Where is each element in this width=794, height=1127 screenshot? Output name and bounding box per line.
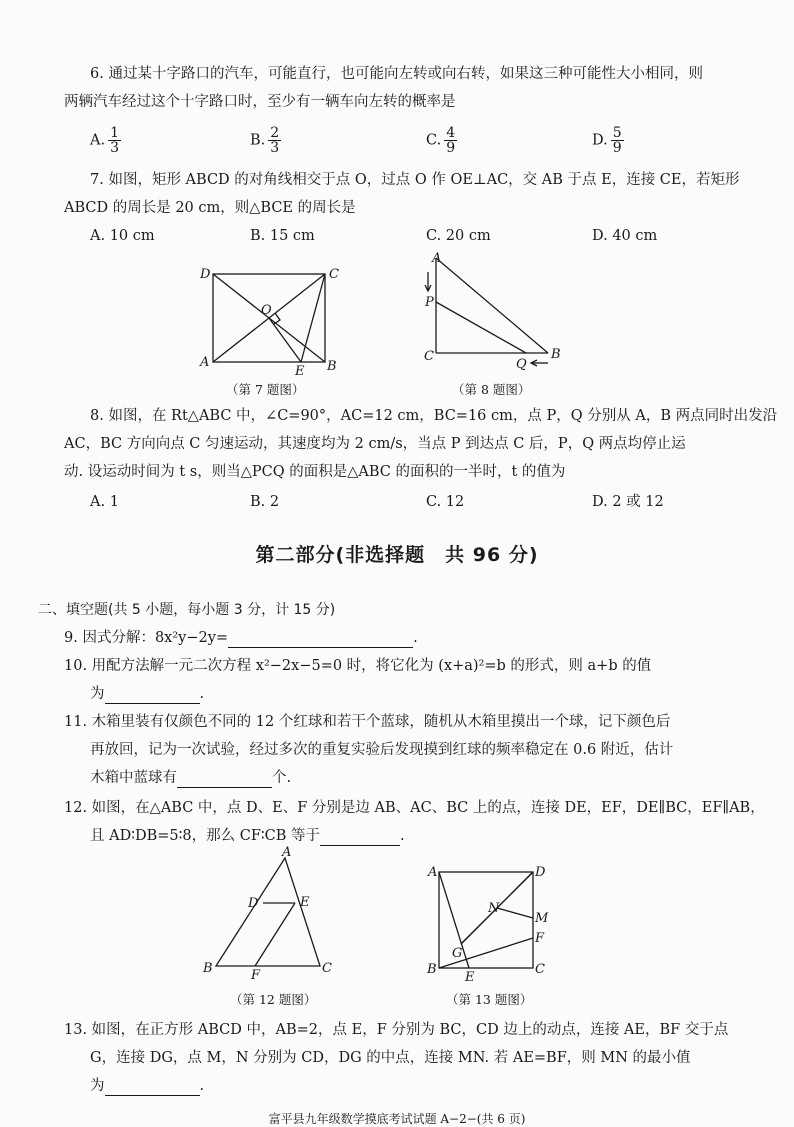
q8-stem-line2: AC，BC 方向向点 C 匀速运动，其速度均为 2 cm/s，当点 P 到达点 C 后，P，Q 两点均停止运 [64,436,686,452]
fig12-label-a: A [282,845,292,860]
fig8-side-ab [436,258,548,353]
q8-option-d: D. 2 或 12 [592,494,664,510]
fig13-label-n: N [488,901,500,916]
q13-stem-line2: G，连接 DG，点 M，N 分别为 CD，DG 的中点，连接 MN. 若 AE=BF，则 MN 的最小值 [90,1050,691,1066]
q12-stem-line2: 且 AD∶DB=5∶8，那么 CF∶CB 等于 . [90,828,405,844]
fig7-caption: （第 7 题图） [226,382,305,397]
fig12-label-f: F [251,968,261,983]
fig8-segment-pq [436,302,526,353]
fig13-segment-mn [497,908,533,918]
page-footer: 富平县九年级数学摸底考试试题 A−2−(共 6 页) [268,1112,526,1126]
q8-option-c: C. 12 [426,494,465,510]
q10-answer-blank[interactable] [105,687,200,704]
q7-option-b: B. 15 cm [250,228,315,244]
part2-title: 第二部分(非选择题 共 96 分) [255,544,539,566]
fig7-segment-ce [301,274,325,362]
q8-stem-line3: 动. 设运动时间为 t s，则当△PCQ 的面积是△ABC 的面积的一半时，t 的值为 [64,464,566,480]
q12-answer-blank[interactable] [320,829,400,846]
fig13-label-b: B [427,962,437,977]
q7-option-c: C. 20 cm [426,228,491,244]
fig7-label-d: D [200,267,211,282]
q8-stem-line1: 8. 如图，在 Rt△ABC 中，∠C=90°，AC=12 cm，BC=16 cm，点 P，Q 分别从 A，B 两点同时出发沿 [90,408,778,424]
q10-stem-line2: 为 . [90,686,205,702]
q7-option-d: D. 40 cm [592,228,658,244]
fig8-label-a: A [432,251,442,266]
fig8-label-b: B [551,347,561,362]
fig13-label-g: G [452,946,463,961]
fig12-segment-ef [255,903,295,966]
fig12-triangle-abc [216,858,320,966]
q6-option-d: D. $\frac{5}{9}$ [592,125,622,156]
q12-stem-line1: 12. 如图，在△ABC 中，点 D、E、F 分别是边 AB、AC、BC 上的点，连接 DE，EF，DE∥BC，EF∥AB， [64,800,765,816]
q13-answer-blank[interactable] [105,1079,200,1096]
q13-stem-line1: 13. 如图，在正方形 ABCD 中，AB=2，点 E，F 分别为 BC，CD 边上的动点，连接 AE，BF 交于点 [64,1022,729,1038]
q6-option-c: C. $\frac{4}{9}$ [426,125,456,156]
fig7-label-e: E [295,364,305,379]
q9-stem: 9. 因式分解：8x²y−2y= . [64,630,418,646]
fig7-label-o: O [261,303,272,318]
fig8-label-p: P [425,295,434,310]
fig13-label-a: A [428,865,438,880]
fig12-label-d: D [248,896,259,911]
fig7-label-a: A [200,355,210,370]
q6-option-b: B. $\frac{2}{3}$ [250,125,280,156]
fig12-label-e: E [300,895,310,910]
fig13-label-m: M [535,911,549,926]
fig13-label-f: F [535,931,545,946]
q7-stem-line1: 7. 如图，矩形 ABCD 的对角线相交于点 O，过点 O 作 OE⊥AC，交 AB 于点 E，连接 CE，若矩形 [90,172,740,188]
fig12-label-c: C [322,961,332,976]
fig13-caption: （第 13 题图） [446,992,533,1007]
q6-option-a: A. $\frac{1}{3}$ [90,125,120,156]
q11-stem-line1: 11. 木箱里装有仅颜色不同的 12 个红球和若干个蓝球，随机从木箱里摸出一个球，记下颜色后 [64,714,671,730]
figure-7 [195,262,345,379]
q11-answer-blank[interactable] [177,771,272,788]
fig13-label-d: D [535,865,546,880]
q8-option-a: A. 1 [90,494,119,510]
q8-option-b: B. 2 [250,494,280,510]
figure-13 [425,860,565,984]
q7-option-a: A. 10 cm [90,228,155,244]
fig12-caption: （第 12 题图） [230,992,317,1007]
figure-12 [200,845,340,983]
fig13-label-e: E [465,970,475,985]
fig12-label-b: B [203,961,213,976]
q11-stem-line3: 木箱中蓝球有 个. [90,770,292,786]
q6-stem-line1: 6. 通过某十字路口的汽车，可能直行，也可能向左转或向右转，如果这三种可能性大小相同，则 [90,66,703,82]
fig8-label-q: Q [516,357,527,372]
fig8-caption: （第 8 题图） [452,382,531,397]
q9-answer-blank[interactable] [228,631,413,648]
part2-fill-in-heading: 二、填空题(共 5 小题，每小题 3 分，计 15 分) [38,602,336,618]
figure-8 [420,250,570,375]
fig7-label-b: B [327,359,337,374]
fig7-label-c: C [329,267,339,282]
q13-stem-line3: 为 . [90,1078,205,1094]
fig8-label-c: C [424,349,434,364]
q6-stem-line2: 两辆汽车经过这个十字路口时，至少有一辆车向左转的概率是 [64,94,456,110]
q10-stem-line1: 10. 用配方法解一元二次方程 x²−2x−5=0 时，将它化为 (x+a)²=b 的形式，则 a+b 的值 [64,658,652,674]
q11-stem-line2: 再放回，记为一次试验，经过多次的重复实验后发现摸到红球的频率稳定在 0.6 附近，估计 [90,742,674,758]
fig13-label-c: C [535,962,545,977]
q7-stem-line2: ABCD 的周长是 20 cm，则△BCE 的周长是 [64,200,356,216]
